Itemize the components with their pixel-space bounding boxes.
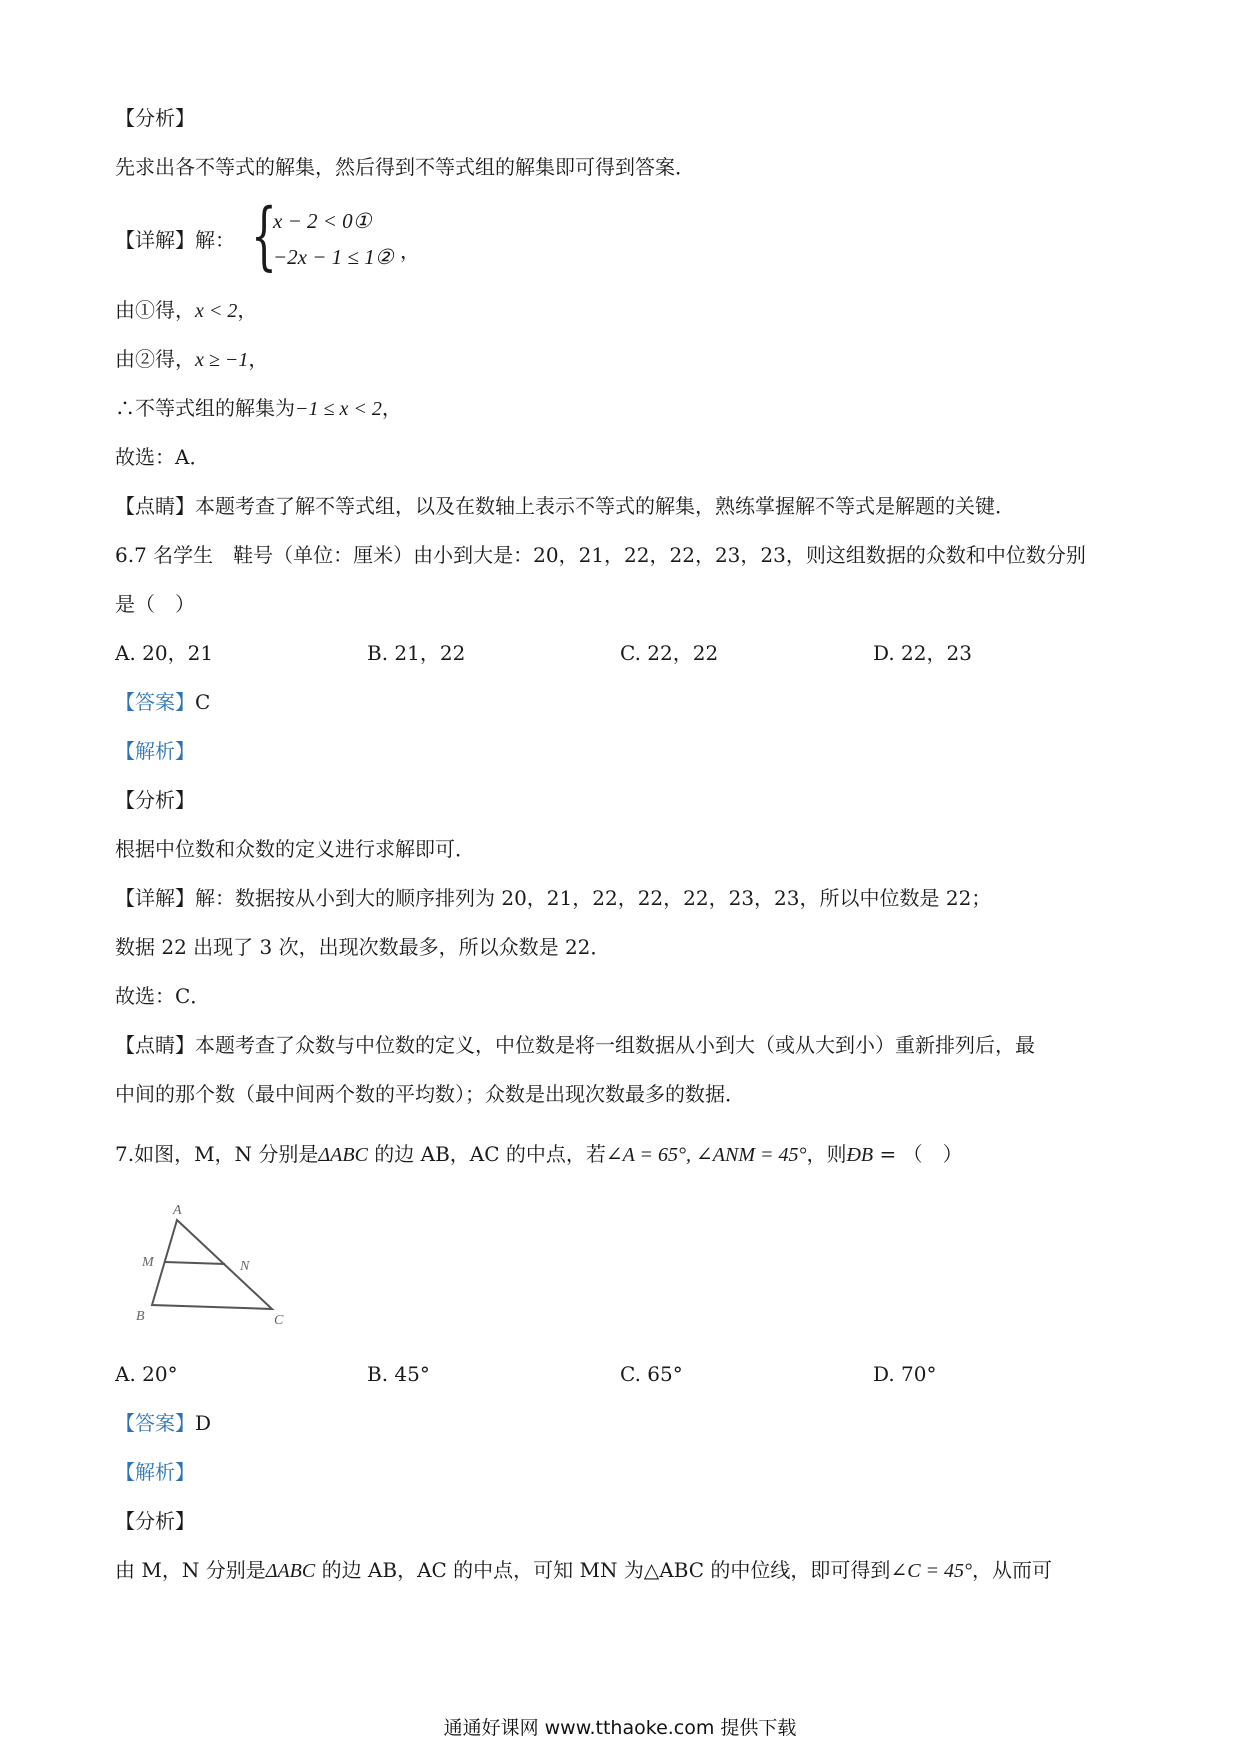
inequality-1: x − 2 < 0① bbox=[273, 209, 372, 233]
q7-explanation-label: 【解析】 bbox=[115, 1460, 195, 1484]
label-m: M bbox=[142, 1255, 154, 1270]
label-b: B bbox=[136, 1309, 145, 1324]
q6-analysis-text: 根据中位数和众数的定义进行求解即可． bbox=[115, 837, 475, 861]
q7-option-c: C. 65° bbox=[620, 1362, 683, 1386]
triangle-figure bbox=[130, 1198, 290, 1328]
label-c: C bbox=[274, 1313, 284, 1328]
q7-option-a: A. 20° bbox=[115, 1362, 178, 1386]
choice-line: 故选：A． bbox=[115, 445, 210, 469]
q6-option-c: C. 22，22 bbox=[620, 641, 719, 665]
q6-explanation-label: 【解析】 bbox=[115, 739, 195, 763]
question-7: 7.如图，M，N 分别是ΔABC 的边 AB，AC 的中点，若∠A = 65°, ∠ANM = 45°，则ÐB = （ ） bbox=[115, 1142, 963, 1166]
q6-choice: 故选：C． bbox=[115, 984, 211, 1008]
step-1: 由①得，x < 2， bbox=[115, 298, 258, 322]
step-2: 由②得，x ≥ −1， bbox=[115, 347, 269, 371]
q6-option-b: B. 21，22 bbox=[367, 641, 466, 665]
solution-set: ∴不等式组的解集为−1 ≤ x < 2， bbox=[115, 396, 402, 420]
q7-option-d: D. 70° bbox=[873, 1362, 937, 1386]
comma: ， bbox=[400, 239, 420, 263]
q7-answer: 【答案】D bbox=[115, 1411, 212, 1435]
q7-analysis-text: 由 M，N 分别是ΔABC 的边 AB，AC 的中点，可知 MN 为△ABC 的中位线，即可得到∠C = 45°，从而可 bbox=[115, 1558, 1053, 1582]
comment-line: 【点睛】本题考查了解不等式组，以及在数轴上表示不等式的解集，熟练掌握解不等式是解题的关键． bbox=[115, 494, 1015, 518]
q6-analysis-heading: 【分析】 bbox=[115, 788, 195, 812]
q7-option-b: B. 45° bbox=[367, 1362, 430, 1386]
page-footer: 通通好课网 www.tthaoke.com 提供下载 bbox=[443, 1717, 797, 1739]
q6-option-a: A. 20，21 bbox=[115, 641, 214, 665]
q6-detail-1: 【详解】解：数据按从小到大的顺序排列为 20，21，22，22，22，23，23，所以中位数是 22； bbox=[115, 886, 992, 910]
question-6-line-1: 6.7 名学生 鞋号（单位：厘米）由小到大是：20，21，22，22，23，23，则这组数据的众数和中位数分别 bbox=[115, 543, 1086, 567]
q6-answer: 【答案】C bbox=[115, 690, 211, 714]
q6-comment-1: 【点睛】本题考查了众数与中位数的定义，中位数是将一组数据从小到大（或从大到小）重新排列后，最 bbox=[115, 1033, 1035, 1057]
midline-mn bbox=[165, 1262, 225, 1264]
detail-label: 【详解】解： bbox=[115, 228, 235, 252]
analysis-text: 先求出各不等式的解集，然后得到不等式组的解集即可得到答案． bbox=[115, 155, 695, 179]
label-a: A bbox=[173, 1203, 182, 1218]
q6-comment-2: 中间的那个数（最中间两个数的平均数）；众数是出现次数最多的数据． bbox=[115, 1082, 745, 1106]
inequality-2: −2x − 1 ≤ 1② bbox=[273, 245, 394, 269]
question-6-line-2: 是（ ） bbox=[115, 592, 195, 616]
q6-detail-2: 数据 22 出现了 3 次，出现次数最多，所以众数是 22． bbox=[115, 935, 611, 959]
analysis-heading: 【分析】 bbox=[115, 106, 195, 130]
q7-analysis-heading: 【分析】 bbox=[115, 1509, 195, 1533]
label-n: N bbox=[240, 1259, 250, 1274]
left-brace: { bbox=[251, 193, 277, 279]
q6-option-d: D. 22，23 bbox=[873, 641, 972, 665]
